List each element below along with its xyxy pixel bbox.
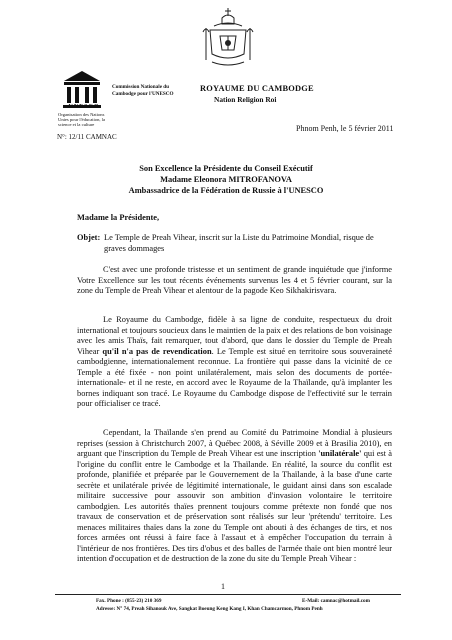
paragraph-2 [77,315,392,410]
paragraph-3-part-c: qui est à l'origine du conflit entre le Cambodge et la Thaïlande. En réalité, la source du conflit est profonde, planifiée et préparée par le Gouvernement de la Thaïlande, à la base d'une carte secrète et unilatérale privée de légitimité internationale, le guidant ainsi dans son escalade militaire successive pour assouvir son ambition d'invasion volontaire le territoire cambodgien. Les autorités thaïes prennent toujours comme prétexte non fondé que nos travaux de conservation et de préservation sont réalisés sur leur 'prétendu' territoire. Les menaces militaires thaïes dans la zone du Temple ont abouti à des échanges de tirs, et nos forces armées ont réussi à faire face à l'assaut et à empêcher l'occupation du terrain à l'intérieur de nos frontières. Des tirs d'obus et des balles de l'armée thaïe ont bien montré leur intention d'occupation et de destruction de la zone du site du Temple Preah Vihear : [77,449,392,563]
addressee-line-1: Son Excellence la Présidente du Conseil Exécutif [139,164,313,173]
subject-label: Objet: [77,233,101,242]
unesco-wordmark: UNESCO [68,104,100,110]
paragraph-3-part-a: Cependant, la Thaïlande s'en prend au Comité du Patrimoine Mondial à plusieurs reprises (session à Christchurch 2007, à Québec 2008, à Séville 2009 et à Brasilia 2010), en arguant que l'inscription du Temple de Preah Vihear est une inscription [77,428,392,458]
salutation: Madame la Présidente, [77,213,160,222]
paragraph-3 [77,428,392,565]
national-motto: Nation Religion Roi [214,95,277,104]
page-number: 1 [221,582,225,591]
subject-text: Le Temple de Preah Vihear, inscrit sur la Liste du Patrimoine Mondial, risque de graves dommages [104,233,374,253]
unesco-caption: Organisation des Nations Unies pour l'éducation, la science et la culture [58,112,106,128]
footer-email: E-Mail: camnac@hotmail.com [302,598,370,604]
national-commission-name: Commission Nationale du Cambodge pour l'UNESCO [112,84,174,97]
paragraph-3-emphasis: 'unilatérale' [318,449,362,458]
footer-phone: Fax. Phone : (855-23) 210 369 [96,598,162,604]
footer-divider [55,594,401,595]
kingdom-title: ROYAUME DU CAMBODGE [200,84,314,93]
footer-address: Adresse: N° 74, Preah Sihanouk Ave, Sangkat Boeung Keng Kang I, Khan Chamcarmon, Phnom Penh [96,606,323,612]
paragraph-2-part-c: . Le Temple est situé en territoire sous souveraineté cambodgienne, internationalement reconnue. La frontière qui passe dans la vicinité de ce Temple a été fixée - non point unilatéralement, mais selon des documents de portée-internationale- et il ne reste, en accord avec le Royaume de la Thaïlande, qu'à implanter les bornes indiquant son tracé. Le Royaume du Cambodge dispose de l'effectivité sur le terrain pour officialiser ce tracé. [77,346,392,408]
addressee-line-3: Ambassadrice de la Fédération de Russie à l'UNESCO [128,186,324,195]
paragraph-1: C'est avec une profonde tristesse et un sentiment de grande inquiétude que j'informe Votre Excellence sur les tout récents événements survenus les 4 et 5 février courant, sur la zone du Temple de Preah Vihear et alentour de la pagode Keo Sikhakirisvara. [77,265,392,295]
paragraph-2-part-a: Le Royaume du Cambodge, fidèle à sa ligne de conduite, respectueux du droit international et toujours soucieux dans le maintien de la paix et des relations de bon voisinage avec les amis Thaïs, fait remarquer, tout d'abord, que dans le dossier du Temple de Preah Vihear [77,315,392,356]
letter-date: Phnom Penh, le 5 février 2011 [296,124,394,133]
reference-number: N°: 12/11 CAMNAC [57,133,117,141]
addressee-line-2: Madame Eleonora MITROFANOVA [160,175,292,184]
royal-emblem-icon [200,6,256,68]
paragraph-2-emphasis: qu'il n'a pas de revendication [102,346,212,356]
